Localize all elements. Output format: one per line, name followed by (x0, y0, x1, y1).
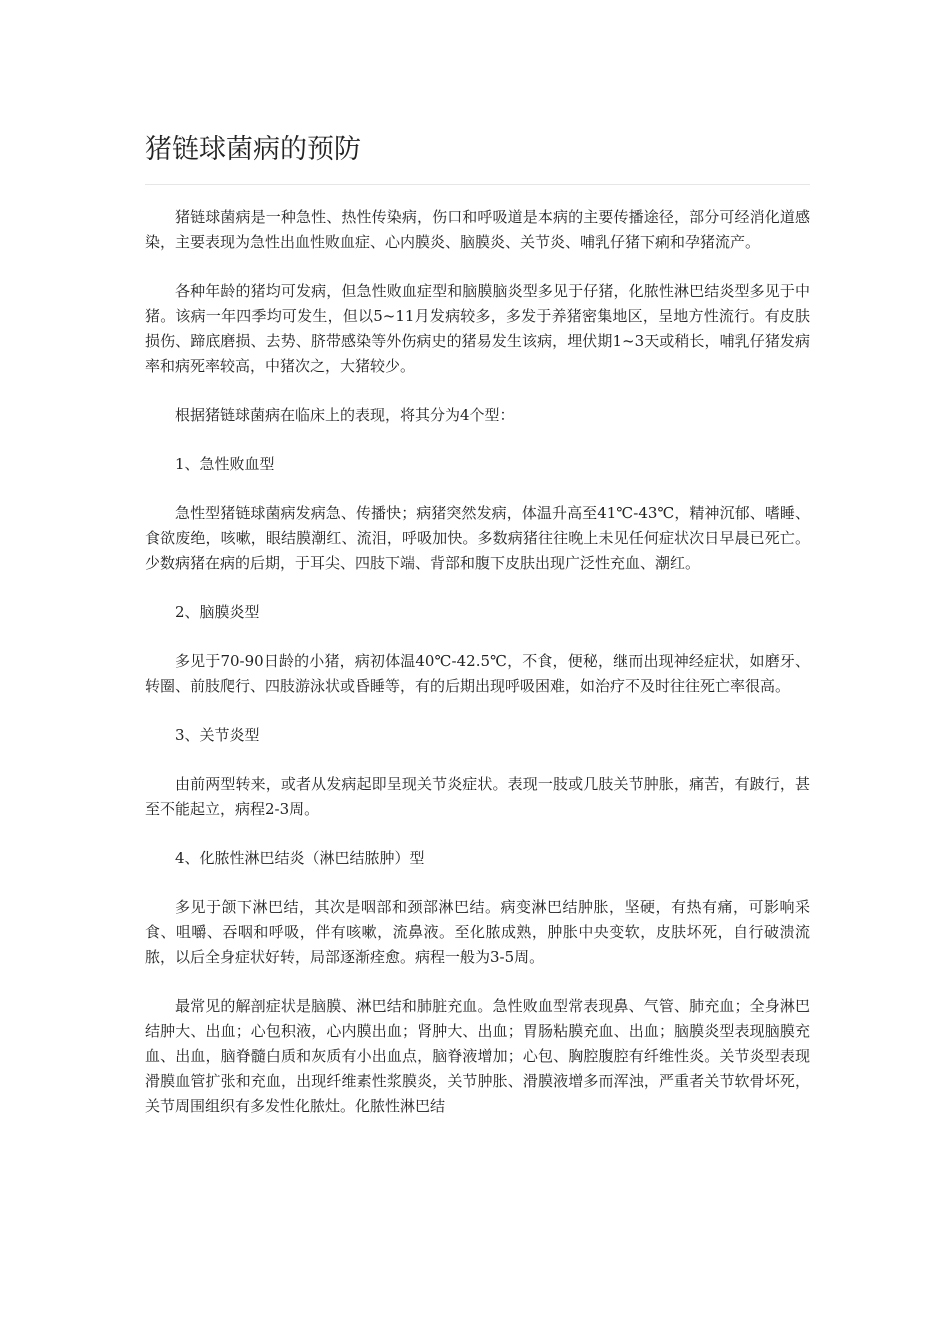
paragraph-septicemia: 急性型猪链球菌病发病急、传播快；病猪突然发病，体温升高至41℃-43℃，精神沉郁、嗜睡、食欲废绝，咳嗽，眼结膜潮红、流泪，呼吸加快。多数病猪往往晚上未见任何症状次日早晨已死亡。少数病猪在病的后期，于耳尖、四肢下端、背部和腹下皮肤出现广泛性充血、潮红。 (145, 504, 810, 572)
section-heading-arthritis: 3、关节炎型 (175, 726, 260, 744)
paragraph-intro: 猪链球菌病是一种急性、热性传染病，伤口和呼吸道是本病的主要传播途径，部分可经消化道感染，主要表现为急性出血性败血症、心内膜炎、脑膜炎、关节炎、哺乳仔猪下痢和孕猪流产。 (145, 208, 810, 251)
paragraph-meningitis: 多见于70-90日龄的小猪，病初体温40℃-42.5℃，不食，便秘，继而出现神经症状，如磨牙、转圈、前肢爬行、四肢游泳状或昏睡等，有的后期出现呼吸困难，如治疗不及时往往死亡率很高。 (145, 652, 810, 695)
paragraph-pathology: 最常见的解剖症状是脑膜、淋巴结和肺脏充血。急性败血型常表现鼻、气管、肺充血；全身淋巴结肿大、出血；心包积液，心内膜出血；肾肿大、出血；胃肠粘膜充血、出血；脑膜炎型表现脑膜充血、出血，脑脊髓白质和灰质有小出血点，脑脊液增加；心包、胸腔腹腔有纤维性炎。关节炎型表现滑膜血管扩张和充血，出现纤维素性浆膜炎，关节肿胀、滑膜液增多而浑浊，严重者关节软骨坏死，关节周围组织有多发性化脓灶。化脓性淋巴结 (145, 997, 810, 1115)
article (145, 120, 810, 1143)
paragraph-types-intro: 根据猪链球菌病在临床上的表现，将其分为4个型： (175, 406, 515, 424)
section-heading-lymphadenitis: 4、化脓性淋巴结炎（淋巴结脓肿）型 (175, 849, 425, 867)
page-title: 猪链球菌病的预防 (145, 134, 361, 165)
paragraph-lymphadenitis: 多见于颌下淋巴结，其次是咽部和颈部淋巴结。病变淋巴结肿胀，坚硬，有热有痛，可影响采食、咀嚼、吞咽和呼吸，伴有咳嗽，流鼻液。至化脓成熟，肿胀中央变软，皮肤坏死，自行破溃流脓，以后全身症状好转，局部逐渐痊愈。病程一般为3-5周。 (145, 898, 810, 966)
title-divider (145, 184, 810, 185)
paragraph-arthritis: 由前两型转来，或者从发病起即呈现关节炎症状。表现一肢或几肢关节肿胀，痛苦，有跛行，甚至不能起立，病程2-3周。 (145, 775, 810, 818)
section-heading-septicemia: 1、急性败血型 (175, 455, 275, 473)
section-heading-meningitis: 2、脑膜炎型 (175, 603, 260, 621)
paragraph-epidemiology: 各种年龄的猪均可发病，但急性败血症型和脑膜脑炎型多见于仔猪，化脓性淋巴结炎型多见于中猪。该病一年四季均可发生，但以5~11月发病较多，多发于养猪密集地区，呈地方性流行。有皮肤损伤、蹄底磨损、去势、脐带感染等外伤病史的猪易发生该病，埋伏期1~3天或稍长，哺乳仔猪发病率和病死率较高，中猪次之，大猪较少。 (145, 282, 810, 375)
